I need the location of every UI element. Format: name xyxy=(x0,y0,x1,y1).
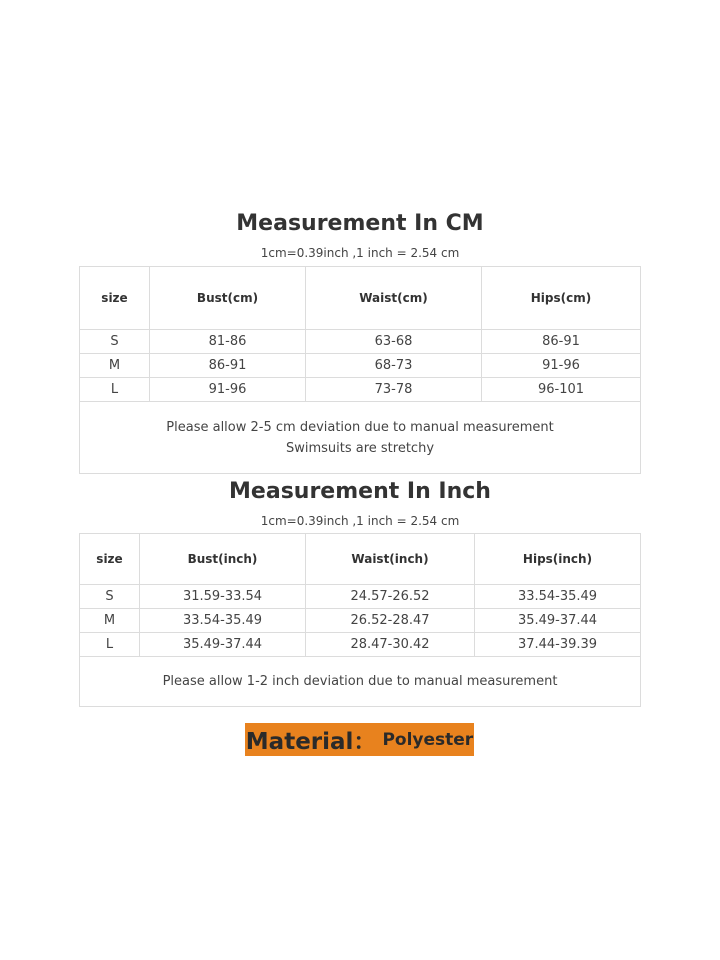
inch-conversion-note: 1cm=0.39inch ,1 inch = 2.54 cm xyxy=(260,514,460,528)
inch-cell-size: M xyxy=(80,609,140,633)
cm-deviation-note: Please allow 2-5 cm deviation due to manual measurement xyxy=(166,419,554,435)
table-row xyxy=(80,354,641,378)
inch-header-size: size xyxy=(80,534,140,585)
table-row xyxy=(80,330,641,354)
cm-cell-waist: 63-68 xyxy=(306,330,482,354)
inch-cell-waist: 26.52-28.47 xyxy=(306,609,475,633)
cm-size-table xyxy=(79,266,641,474)
cm-notes-cell xyxy=(80,402,641,474)
cm-header-hips: Hips(cm) xyxy=(482,267,641,330)
inch-header-waist: Waist(inch) xyxy=(306,534,475,585)
table-row xyxy=(80,633,641,657)
inch-header-bust: Bust(inch) xyxy=(140,534,306,585)
material-label: Material： xyxy=(245,729,377,755)
inch-cell-hips: 35.49-37.44 xyxy=(475,609,641,633)
inch-header-hips: Hips(inch) xyxy=(475,534,641,585)
cm-cell-size: S xyxy=(80,330,150,354)
inch-cell-bust: 35.49-37.44 xyxy=(140,633,306,657)
cm-cell-size: L xyxy=(80,378,150,402)
inch-size-table xyxy=(79,533,641,707)
inch-cell-hips: 33.54-35.49 xyxy=(475,585,641,609)
cm-header-waist: Waist(cm) xyxy=(306,267,482,330)
cm-cell-hips: 86-91 xyxy=(482,330,641,354)
cm-stretch-note: Swimsuits are stretchy xyxy=(285,440,435,456)
cm-notes-row xyxy=(80,402,641,474)
cm-header-bust: Bust(cm) xyxy=(150,267,306,330)
inch-cell-size: S xyxy=(80,585,140,609)
inch-cell-bust: 33.54-35.49 xyxy=(140,609,306,633)
inch-deviation-note: Please allow 1-2 inch deviation due to manual measurement xyxy=(162,674,558,689)
cm-cell-waist: 68-73 xyxy=(306,354,482,378)
inch-notes-cell xyxy=(80,657,641,707)
table-row xyxy=(80,378,641,402)
cm-cell-hips: 91-96 xyxy=(482,354,641,378)
inch-cell-size: L xyxy=(80,633,140,657)
cm-cell-bust: 86-91 xyxy=(150,354,306,378)
inch-section-title: Measurement In Inch xyxy=(229,479,491,504)
inch-cell-hips: 37.44-39.39 xyxy=(475,633,641,657)
cm-header-row xyxy=(80,267,641,330)
material-value: Polyester xyxy=(382,729,474,750)
inch-cell-waist: 28.47-30.42 xyxy=(306,633,475,657)
inch-header-row xyxy=(80,534,641,585)
table-row xyxy=(80,585,641,609)
inch-cell-waist: 24.57-26.52 xyxy=(306,585,475,609)
cm-cell-hips: 96-101 xyxy=(482,378,641,402)
cm-cell-waist: 73-78 xyxy=(306,378,482,402)
cm-section-title: Measurement In CM xyxy=(236,211,484,236)
material-banner xyxy=(245,723,474,756)
cm-header-size: size xyxy=(80,267,150,330)
inch-cell-bust: 31.59-33.54 xyxy=(140,585,306,609)
cm-cell-bust: 91-96 xyxy=(150,378,306,402)
cm-conversion-note: 1cm=0.39inch ,1 inch = 2.54 cm xyxy=(260,246,460,260)
inch-notes-row xyxy=(80,657,641,707)
cm-cell-bust: 81-86 xyxy=(150,330,306,354)
table-row xyxy=(80,609,641,633)
cm-cell-size: M xyxy=(80,354,150,378)
